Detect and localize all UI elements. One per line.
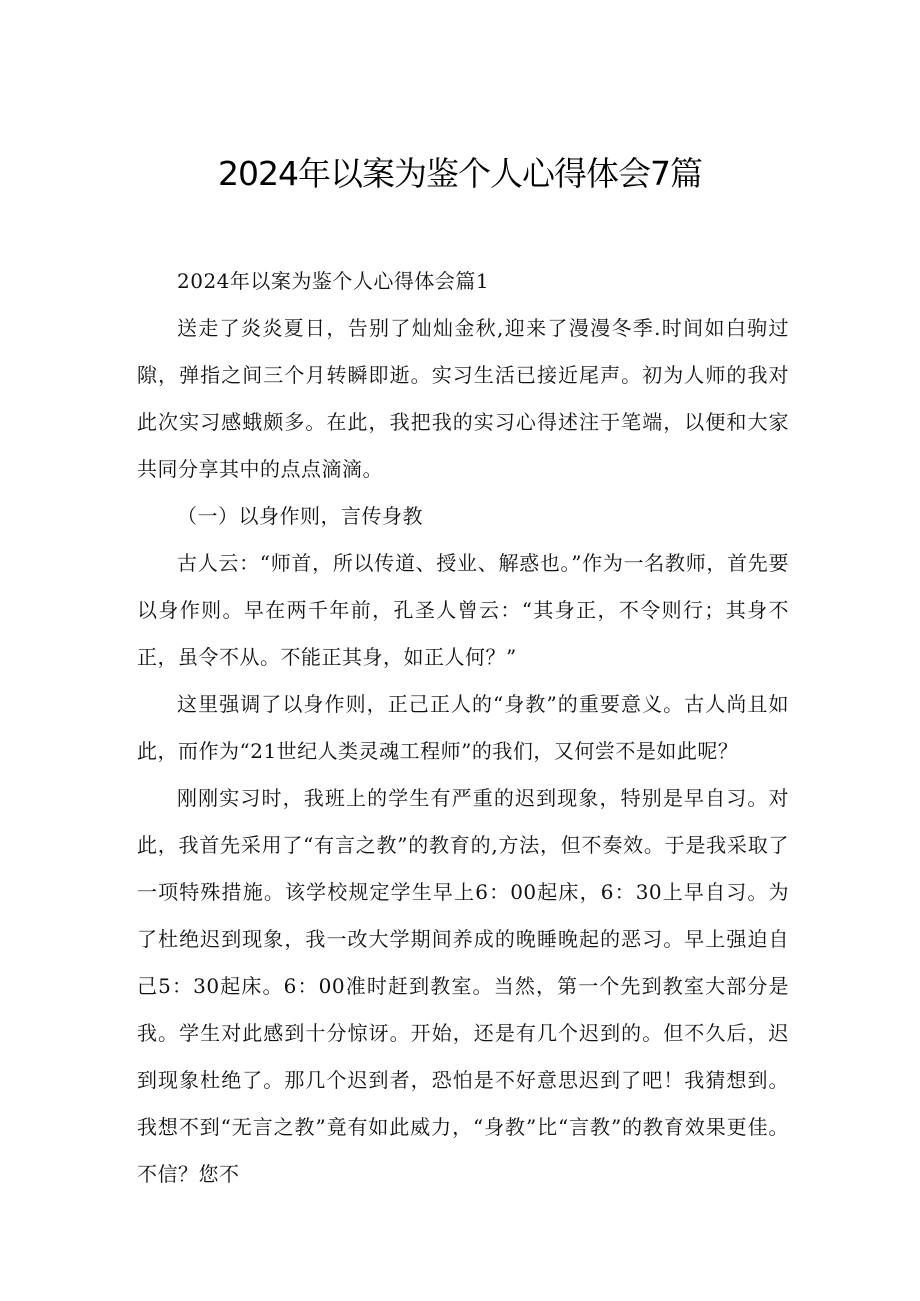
paragraph: 古人云：“师首，所以传道、授业、解惑也。”作为一名教师，首先要以身作则。早在两千年前，孔圣人曾云：“其身正，不令则行；其身不正，虽令不从。不能正其身，如正人何？” — [137, 551, 789, 669]
document-title: 2024年以案为鉴个人心得体会7篇 — [218, 154, 702, 193]
document-body — [137, 258, 789, 1198]
subheading: （一）以身作则，言传身教 — [177, 504, 423, 528]
paragraph: 刚刚实习时，我班上的学生有严重的迟到现象，特别是早自习。对此，我首先采用了“有言之教”的教育的,方法，但不奏效。于是我采取了一项特殊措施。该学校规定学生早上6：00起床，6：30上早自习。为了杜绝迟到现象，我一改大学期间养成的晚睡晚起的恶习。早上强迫自己5：30起床。6：00准时赶到教室。当然，第一个先到教室大部分是我。学生对此感到十分惊讶。开始，还是有几个迟到的。但不久后，迟到现象杜绝了。那几个迟到者，恐怕是不好意思迟到了吧！我猜想到。我想不到“无言之教”竟有如此威力，“身教”比“言教”的教育效果更佳。不信？您不 — [137, 786, 789, 1186]
section-heading: 2024年以案为鉴个人心得体会篇1 — [177, 269, 490, 293]
paragraph: 这里强调了以身作则，正己正人的“身教”的重要意义。古人尚且如此，而作为“21世纪人类灵魂工程师”的我们，又何尝不是如此呢？ — [137, 692, 789, 763]
paragraph: 送走了炎炎夏日，告别了灿灿金秋,迎来了漫漫冬季.时间如白驹过隙，弹指之间三个月转瞬即逝。实习生活已接近尾声。初为人师的我对此次实习感蛾颇多。在此，我把我的实习心得述注于笔端，以便和大家共同分享其中的点点滴滴。 — [137, 316, 789, 481]
